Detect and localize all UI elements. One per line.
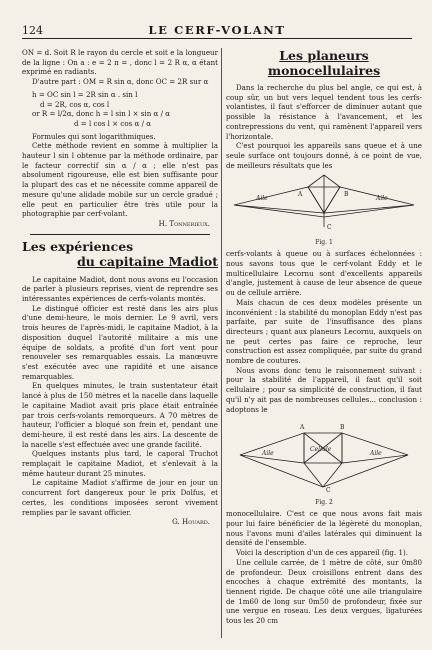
final-paragraph: Voici la description d'un de ces appareil (fig. 1). bbox=[236, 548, 408, 558]
equation: h = OC sin l = 2R sin α . sin l bbox=[32, 89, 138, 99]
equation: d = l cos l × cos α / α bbox=[74, 118, 151, 128]
signature: G. Houard. bbox=[172, 517, 210, 527]
column-rule bbox=[221, 48, 222, 638]
fig1-label: Aile bbox=[376, 195, 388, 203]
fig2-label: C bbox=[326, 487, 331, 495]
middle-paragraph: Nous avons donc tenu le raisonnement suivant : pour la stabilité de l'appareil, il faut qu'il soit cellulaire ; pour sa simplicité de construction, il faut qu'il n'y ait pas de nombreuses cellules... conclusion : adoptons le bbox=[226, 365, 422, 414]
formula-paragraph: ON = d. Soit R le rayon du cercle et soit e la longueur de la ligne : On a : e = 2 π = , donc l = 2 R α, α étant exprimé en radiants. bbox=[22, 48, 218, 77]
figure-1-drawing bbox=[226, 173, 422, 235]
fig1-label: Aile bbox=[256, 195, 268, 203]
article-title-line-1: Les expériences bbox=[22, 238, 134, 254]
article-paragraph: Quelques instants plus tard, le caporal Truchot remplaçait le capitaine Madiot, et s'enlevait à la même hauteur durant 25 minutes. bbox=[22, 449, 218, 478]
formula-paragraph: D'autre part : OM = R sin α, donc OC = 2R sur α bbox=[32, 77, 209, 87]
figure-2-drawing bbox=[226, 417, 422, 495]
article-paragraph: Le distingué officier est resté dans les airs plus d'une demi-heure, le mois dernier. Le 9 avril, vers trois heures de l'après-midi, le capitaine Madiot, à la disposition duquel l'autorité militaire a mis une équipe de soldats, a profité d'un fort vent pour renouveler ses remarquables essais. La manœuvre s'est exécutée avec une rapidité et une aisance remarquables. bbox=[22, 303, 218, 381]
page-number: 124 bbox=[22, 24, 43, 37]
running-title: LE CERF-VOLANT bbox=[148, 23, 286, 37]
separator bbox=[30, 234, 210, 235]
fig2-label: B bbox=[340, 424, 345, 432]
equation: d = 2R, cos α, cos l bbox=[40, 99, 110, 109]
equation: or R = l/2α, donc h = l sin l × sin α / α bbox=[32, 109, 171, 119]
fig1-label: B bbox=[344, 191, 349, 199]
intro-paragraph: Dans la recherche du plus bel angle, ce qui est, à coup sûr, un but vers lequel tendent tous les cerfs-volantistes, il faut s'efforcer de diminuer autant que possible la résistance à l'avancement, et les contrepressions du vent, qui ramènent l'appareil vers l'horizontale. bbox=[226, 83, 422, 141]
fig1-label: C bbox=[327, 224, 332, 232]
middle-paragraph: cerfs-volants à queue ou à surfaces échelonnées : nous savons tous que le cerf-volant Eddy et le multicellulaire Lecornu sont d'excellents appareils d'angle, justement à cause de leur absence de queue ou de cellule arrière. bbox=[226, 249, 422, 298]
article-title: Les planeurs monocellulaires bbox=[267, 48, 381, 78]
figure-2-caption: Fig. 2 bbox=[315, 499, 333, 507]
article-title-line-2: du capitaine Madiot bbox=[77, 253, 218, 269]
article-paragraph: Le capitaine Madiot s'affirme de jour en jour un concurrent fort dangereux pour le prix Dolfus, et certes, les conditions imposées seront vivement remplies par le savant officier. bbox=[22, 478, 218, 517]
signature: H. Tonnerieux. bbox=[158, 218, 210, 228]
fig2-label: Aile bbox=[262, 450, 274, 458]
article-paragraph: En quelques minutes, le train sustentateur était lancé à plus de 150 mètres et la nacelle dans laquelle le capitaine Madiot avait pris place était entraînée par trois cerfs-volants remorqueurs. A 70 mètres de hauteur, l'officier a bloqué son frein et, pendant une demi-heure, il est resté dans les airs. La descente de la nacelle s'est effectuée avec une grande facilité. bbox=[22, 381, 218, 449]
middle-paragraph: Mais chacun de ces deux modèles présente un inconvénient : la stabilité du monoplan Eddy n'est pas parfaite, par suite de l'insuffisance des plans directeurs ; quant aux planeurs Lecornu, auxquels on ne peut certes pas faire ce reproche, leur construction est assez compliquée, par suite du grand nombre de coutures. bbox=[226, 297, 422, 366]
final-paragraph: monocellulaire. C'est ce que nous avons fait mais pour lui faire bénéficier de la légèreté du monoplan, nous l'avons muni d'ailes latérales qui diminuent la densité de l'ensemble. bbox=[226, 509, 422, 548]
fig2-label: A bbox=[300, 424, 305, 432]
figure-2 bbox=[226, 417, 422, 506]
left-column bbox=[22, 48, 218, 640]
fig2-label: Aile bbox=[370, 450, 382, 458]
closing-paragraph: Cette méthode revient en somme à multiplier la hauteur l sin l obtenue par la méthode ordinaire, par le facteur correctif sin α / α ; elle n'est pas absolument rigoureuse, elle est bien suffisante pour la plupart des cas et ne nécessite comme appareil de mesure qu'une alidade mobile sur un cercle gradué ; elle peut en particulier être très utile pour la photographie par cerf-volant. bbox=[22, 141, 218, 219]
figure-1-caption: Fig. 1 bbox=[315, 239, 333, 247]
running-header bbox=[22, 22, 412, 39]
figure-1 bbox=[226, 173, 422, 246]
article-paragraph: Le capitaine Madiot, dont nous avons eu l'occasion de parler à plusieurs reprises, vient de reprendre ses intéressantes expériences de cerfs-volants montés. bbox=[22, 274, 218, 304]
fig2-label: Cellule bbox=[310, 446, 332, 454]
right-column bbox=[226, 48, 422, 640]
final-paragraph: Une cellule carrée, de 1 mètre de côté, sur 0m80 de profondeur. Deux croisillons entrent dans des encoches à chaque extrémité des montants, la tiennent rigide. De chaque côté une aile triangulaire de 1m60 de long sur 0m50 de profondeur, fixée sur une vergue en roseau. Les deux vergues, ligaturées tous les 20 cm bbox=[226, 557, 422, 626]
fig1-label: A bbox=[298, 191, 303, 199]
intro-paragraph: C'est pourquoi les appareils sans queue et à une seule surface ont toujours donné, à ce point de vue, de meilleurs résultats que les bbox=[226, 141, 422, 170]
closing-paragraph: Formules qui sont logarithmiques. bbox=[32, 131, 156, 141]
